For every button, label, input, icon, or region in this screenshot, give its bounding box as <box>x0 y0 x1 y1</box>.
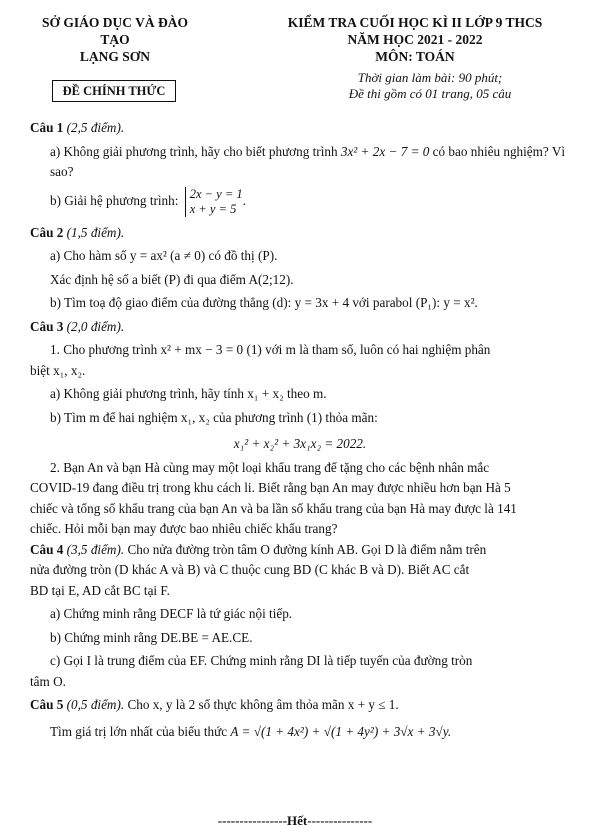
q3-p2-line1: 2. Bạn An và bạn Hà cùng may một loại khẩu trang để tặng cho các bệnh nhân mắc <box>50 459 490 475</box>
q2-part-a-cont: Xác định hệ số a biết (P) đi qua điểm A(2;12). <box>50 271 294 287</box>
q5-line2 <box>30 722 570 743</box>
q1-a-equation: 3x² + 2x − 7 = 0 <box>340 143 430 159</box>
q5-points: (0,5 điểm). <box>66 697 125 712</box>
q5-heading <box>30 695 570 716</box>
q1-heading <box>30 118 570 139</box>
q4-line3: BD tại E, AD cắt BC tại F. <box>30 582 170 598</box>
q4-line1: Cho nửa đường tròn tâm O đường kính AB. Gọi D là điểm nằm trên <box>127 541 487 557</box>
exam-body <box>30 118 570 742</box>
q3-title: Câu 3 <box>30 318 64 334</box>
end-marker: ----------------Hết--------------- <box>217 813 373 828</box>
q3-heading <box>30 317 570 338</box>
q4-part-c-cont: tâm O. <box>30 673 66 689</box>
q3-part-b: b) Tìm m để hai nghiệm x₁, x₂ của phương trình (1) thỏa mãn: <box>50 409 378 425</box>
q3-p2-line4: chiếc. Hỏi mỗi bạn may được bao nhiêu chiếc khẩu trang? <box>30 521 338 536</box>
q1-b-system <box>185 187 243 217</box>
q3-part-a: a) Không giải phương trình, hãy tính x₁ + x₂ theo m. <box>50 386 327 401</box>
department-header <box>30 14 200 65</box>
q1-a-text-end: có bao nhiêu nghiệm? Vì sao? <box>50 143 566 179</box>
q5-expression: A = √(1 + 4x²) + √(1 + 4y²) + 3√x + 3√y. <box>230 723 452 739</box>
q2-part-b: b) Tìm toạ độ giao điểm của đường thẳng (d): y = 3x + 4 với parabol (P₁): y = x². <box>50 295 478 310</box>
q3-p1-line2: biệt x₁, x₂. <box>30 362 86 378</box>
province-name: LẠNG SƠN <box>79 49 151 64</box>
q1-part-b: b) Giải hệ phương trình: 2x − y = 1 x + y = 5 . <box>50 186 246 216</box>
pages-note: Đề thi gồm có 01 trang, 05 câu <box>348 86 512 101</box>
q2-points: (1,5 điểm). <box>66 224 125 240</box>
school-year: NĂM HỌC 2021 - 2022 <box>347 32 483 47</box>
q3-p1-line1: 1. Cho phương trình x² + mx − 3 = 0 (1) với m là tham số, luôn có hai nghiệm phân <box>50 342 491 357</box>
q2-part-a: a) Cho hàm số y = ax² (a ≠ 0) có đồ thị (P). <box>50 248 278 263</box>
q3-b-equation: x₁² + x₂² + 3x₁x₂ = 2022. <box>233 436 367 451</box>
exam-title: KIỂM TRA CUỐI HỌC KÌ II LỚP 9 THCS <box>287 15 543 30</box>
q4-part-a: a) Chứng minh rằng DECF là tứ giác nội tiếp. <box>50 606 293 621</box>
q3-points: (2,0 điểm). <box>66 318 125 334</box>
subject: MÔN: TOÁN <box>375 49 455 64</box>
q4-part-c: c) Gọi I là trung điểm của EF. Chứng minh rằng DI là tiếp tuyến của đường tròn <box>50 653 473 668</box>
official-stamp: ĐỀ CHÍNH THỨC <box>52 80 176 102</box>
q5-line1: Cho x, y là 2 số thực không âm thỏa mãn x + y ≤ 1. <box>127 697 399 712</box>
q5-title: Câu 5 <box>30 697 64 712</box>
q1-b-eq1: 2x − y = 1 <box>189 186 243 201</box>
q1-b-text: b) Giải hệ phương trình: <box>50 192 179 208</box>
q4-title: Câu 4 <box>30 541 64 557</box>
q5-line2-text: Tìm giá trị lớn nhất của biểu thức <box>50 723 228 739</box>
q1-points: (2,5 điểm). <box>66 120 125 135</box>
q2-heading <box>30 223 570 244</box>
exam-notes <box>290 70 570 102</box>
exam-header <box>250 14 580 65</box>
time-note: Thời gian làm bài: 90 phút; <box>357 70 503 85</box>
q4-part-b: b) Chứng minh rằng DE.BE = AE.CE. <box>50 629 253 645</box>
department-name: SỞ GIÁO DỤC VÀ ĐÀO TẠO <box>41 15 188 47</box>
q3-p2-line3: chiếc và tổng số khẩu trang của bạn An và ba lần số khẩu trang của bạn Hà may được là 141 <box>30 500 517 516</box>
q1-a-text: a) Không giải phương trình, hãy cho biết phương trình <box>50 143 338 159</box>
q1-part-a <box>30 142 570 183</box>
q4-points: (3,5 điểm). <box>66 541 125 557</box>
q1-title: Câu 1 <box>30 120 64 135</box>
q4-heading <box>30 540 570 561</box>
q4-line2: nửa đường tròn (D khác A và B) và C thuộc cung BD (C khác B và D). Biết AC cắt <box>30 562 470 577</box>
q3-p2-line2: COVID-19 đang điều trị trong khu cách li. Biết rằng bạn An may được nhiều hơn bạn Hà 5 <box>30 480 511 495</box>
q1-b-eq2: x + y = 5 <box>189 201 237 216</box>
q2-title: Câu 2 <box>30 224 64 240</box>
